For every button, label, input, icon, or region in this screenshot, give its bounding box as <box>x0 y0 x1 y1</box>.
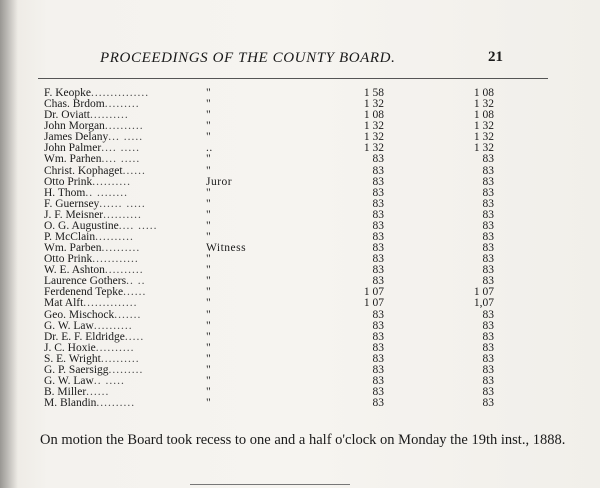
row-name <box>44 88 186 99</box>
leader-dots: ...... <box>86 387 110 399</box>
row-name <box>44 387 186 398</box>
row-amount-allowed: 83 <box>482 308 494 321</box>
row-amount-allowed: 83 <box>482 197 494 210</box>
leader-dots: .......... <box>95 232 134 244</box>
leader-dots: ....... <box>114 309 142 321</box>
row-name-text: Laurence Gothers <box>44 276 127 288</box>
table-row <box>0 166 600 177</box>
row-name-text: Wm. Parben <box>44 243 102 255</box>
row-role: .. <box>206 142 213 155</box>
row-role: " <box>206 208 212 221</box>
row-name-text: John Morgan <box>44 121 105 133</box>
leader-dots: .. ..... <box>93 376 125 388</box>
leader-dots: .......... <box>101 243 141 255</box>
table-row <box>0 154 600 165</box>
row-amount-claimed: 83 <box>372 208 384 221</box>
row-amount-allowed: 83 <box>482 164 494 177</box>
row-amount-allowed: 83 <box>482 231 494 244</box>
row-name-text: J. F. Meisner <box>44 209 104 221</box>
row-name-text: Christ. Kophaget <box>44 165 123 177</box>
row-name <box>44 143 186 154</box>
row-name-text: S. E. Wright <box>44 353 101 365</box>
table-row <box>0 265 600 276</box>
row-amount-claimed: 83 <box>372 352 384 365</box>
row-role: " <box>206 98 212 111</box>
row-amount-claimed: 1 32 <box>363 142 384 155</box>
row-amount-allowed: 83 <box>482 242 494 255</box>
leader-dots: .......... <box>93 320 133 332</box>
row-amount-claimed: 1 58 <box>363 87 384 99</box>
row-role: " <box>206 308 212 321</box>
row-amount-allowed: 83 <box>482 319 494 332</box>
row-name <box>44 287 186 298</box>
table-row <box>0 287 600 298</box>
recess-note: On motion the Board took recess to one and a half o'clock on Monday the 19th inst., 1888. <box>40 432 566 448</box>
row-name <box>44 343 186 354</box>
table-row <box>0 99 600 110</box>
row-amount-allowed: 1 07 <box>473 286 494 299</box>
leader-dots: ............ <box>92 254 139 266</box>
row-name <box>44 310 186 321</box>
table-row <box>0 177 600 188</box>
table-row <box>0 310 600 321</box>
leader-dots: ......... <box>108 364 144 376</box>
row-amount-claimed: 1 32 <box>363 120 384 133</box>
row-role: " <box>206 253 212 266</box>
row-amount-claimed: 83 <box>372 253 384 266</box>
row-amount-allowed: 83 <box>482 397 494 410</box>
row-name <box>44 188 186 199</box>
row-name <box>44 232 186 243</box>
row-name <box>44 265 186 276</box>
table-row <box>0 132 600 143</box>
row-amount-allowed: 1 32 <box>473 120 494 133</box>
row-amount-claimed: 83 <box>372 363 384 376</box>
row-name-text: F. Keopke <box>44 88 91 99</box>
leader-dots: ...... <box>122 165 146 177</box>
row-role: " <box>206 319 212 332</box>
row-amount-claimed: 83 <box>372 330 384 343</box>
row-role: " <box>206 363 212 376</box>
table-row <box>0 354 600 365</box>
row-amount-allowed: 83 <box>482 275 494 288</box>
leader-dots: .......... <box>104 121 144 133</box>
leader-dots: .......... <box>95 342 135 354</box>
row-role: Juror <box>206 175 233 188</box>
table-row <box>0 143 600 154</box>
table-row <box>0 387 600 398</box>
row-name-text: Dr. Oviatt <box>44 110 90 122</box>
row-amount-claimed: 1 32 <box>363 98 384 111</box>
row-name <box>44 199 186 210</box>
row-name-text: Mat Alft <box>44 298 84 310</box>
row-amount-claimed: 83 <box>372 308 384 321</box>
row-role: " <box>206 286 212 299</box>
row-amount-allowed: 83 <box>482 186 494 199</box>
row-name <box>44 177 186 188</box>
table-row <box>0 343 600 354</box>
row-role: " <box>206 109 212 122</box>
row-name-text: F. Guernsey <box>44 198 100 210</box>
row-name <box>44 99 186 110</box>
row-name <box>44 298 186 309</box>
row-amount-allowed: 1 08 <box>473 87 494 99</box>
row-role: " <box>206 352 212 365</box>
leader-dots: .............. <box>83 298 138 310</box>
row-amount-allowed: 1 08 <box>473 109 494 122</box>
row-name <box>44 110 186 121</box>
row-name <box>44 376 186 387</box>
row-role: " <box>206 164 212 177</box>
page-header-title: PROCEEDINGS OF THE COUNTY BOARD. <box>100 50 396 66</box>
row-role: " <box>206 264 212 277</box>
row-amount-claimed: 83 <box>372 341 384 354</box>
row-amount-allowed: 83 <box>482 330 494 343</box>
row-amount-claimed: 83 <box>372 231 384 244</box>
row-amount-claimed: 83 <box>372 153 384 166</box>
table-row <box>0 232 600 243</box>
row-name <box>44 221 186 232</box>
payment-list <box>0 88 600 409</box>
leader-dots: .. ........ <box>85 187 128 199</box>
leader-dots: .......... <box>92 176 131 188</box>
row-amount-claimed: 83 <box>372 397 384 410</box>
row-name-text: James Delany <box>44 132 109 144</box>
row-name-text: W. E. Ashton <box>44 265 105 277</box>
row-amount-allowed: 1,07 <box>473 297 494 310</box>
row-amount-claimed: 83 <box>372 275 384 288</box>
row-role: " <box>206 397 212 410</box>
leader-dots: .... ..... <box>118 220 158 232</box>
row-amount-claimed: 83 <box>372 319 384 332</box>
row-amount-claimed: 83 <box>372 375 384 388</box>
row-role: " <box>206 197 212 210</box>
row-name <box>44 398 186 409</box>
row-name-text: Otto Prink <box>44 176 93 188</box>
row-amount-claimed: 83 <box>372 175 384 188</box>
row-amount-allowed: 83 <box>482 208 494 221</box>
row-role: " <box>206 375 212 388</box>
table-row <box>0 199 600 210</box>
row-role: Witness <box>206 242 247 255</box>
row-amount-allowed: 83 <box>482 363 494 376</box>
row-amount-allowed: 83 <box>482 341 494 354</box>
leader-dots: .......... <box>103 209 142 221</box>
row-amount-claimed: 1 32 <box>363 131 384 144</box>
row-name-text: O. G. Augustine <box>44 220 119 232</box>
row-amount-claimed: 1 08 <box>363 109 384 122</box>
table-row <box>0 221 600 232</box>
row-name-text: P. McClain <box>44 232 96 244</box>
row-amount-allowed: 1 32 <box>473 98 494 111</box>
leader-dots: .... ..... <box>101 154 141 166</box>
row-role: " <box>206 231 212 244</box>
row-name-text: G. P. Saersigg <box>44 364 109 376</box>
leader-dots: .... ..... <box>101 143 140 155</box>
row-name-text: Wm. Parhen <box>44 154 102 166</box>
row-name <box>44 332 186 343</box>
table-row <box>0 188 600 199</box>
row-role: " <box>206 330 212 343</box>
row-role: " <box>206 87 212 99</box>
row-name <box>44 276 186 287</box>
row-amount-allowed: 83 <box>482 153 494 166</box>
row-name-text: Chas. Brdom <box>44 99 105 111</box>
row-amount-allowed: 1 32 <box>473 142 494 155</box>
row-name-text: H. Thom <box>44 187 86 199</box>
row-name <box>44 243 186 254</box>
table-row <box>0 398 600 409</box>
row-amount-claimed: 83 <box>372 242 384 255</box>
row-role: " <box>206 153 212 166</box>
row-name-text: Ferdenend Tepke <box>44 287 124 299</box>
leader-dots: ...... ..... <box>99 198 146 210</box>
row-amount-claimed: 1 07 <box>363 297 384 310</box>
row-name-text: G. W. Law <box>44 320 94 332</box>
row-name-text: M. Blandin <box>44 398 97 410</box>
row-amount-claimed: 83 <box>372 186 384 199</box>
row-amount-allowed: 83 <box>482 264 494 277</box>
table-row <box>0 210 600 221</box>
row-role: " <box>206 120 212 133</box>
row-amount-allowed: 83 <box>482 219 494 232</box>
row-name-text: Geo. Mischock <box>44 309 115 321</box>
table-row <box>0 243 600 254</box>
table-row <box>0 332 600 343</box>
table-row <box>0 254 600 265</box>
row-name <box>44 254 186 265</box>
table-row <box>0 376 600 387</box>
row-role: " <box>206 219 212 232</box>
row-name <box>44 154 186 165</box>
row-name-text: G. W. Law <box>44 376 94 388</box>
row-name <box>44 132 186 143</box>
table-row <box>0 321 600 332</box>
table-row <box>0 110 600 121</box>
leader-dots: .......... <box>96 398 136 410</box>
leader-dots: .. .. <box>126 276 146 288</box>
row-name <box>44 210 186 221</box>
leader-dots: ..... <box>124 331 145 343</box>
row-role: " <box>206 275 212 288</box>
row-amount-allowed: 83 <box>482 175 494 188</box>
row-name-text: John Palmer <box>44 143 102 155</box>
row-name-text: J. C. Hoxie <box>44 342 96 354</box>
row-amount-claimed: 1 07 <box>363 286 384 299</box>
table-row <box>0 365 600 376</box>
leader-dots: .......... <box>104 265 144 277</box>
row-amount-claimed: 83 <box>372 264 384 277</box>
row-name <box>44 354 186 365</box>
row-name <box>44 365 186 376</box>
row-amount-claimed: 83 <box>372 197 384 210</box>
row-role: " <box>206 341 212 354</box>
leader-dots: ... ..... <box>108 132 144 144</box>
row-amount-allowed: 83 <box>482 386 494 399</box>
row-role: " <box>206 186 212 199</box>
bottom-rule <box>190 484 350 485</box>
row-role: " <box>206 386 212 399</box>
row-name <box>44 121 186 132</box>
row-amount-allowed: 83 <box>482 352 494 365</box>
page-number: 21 <box>488 49 503 65</box>
row-amount-claimed: 83 <box>372 386 384 399</box>
row-amount-allowed: 83 <box>482 375 494 388</box>
row-name <box>44 166 186 177</box>
leader-dots: .......... <box>100 353 140 365</box>
row-role: " <box>206 131 212 144</box>
table-row <box>0 298 600 309</box>
header-rule <box>38 78 548 79</box>
leader-dots: ...... <box>123 287 147 299</box>
leader-dots: ............... <box>91 88 150 99</box>
row-name-text: Otto Prink <box>44 254 93 266</box>
row-amount-allowed: 1 32 <box>473 131 494 144</box>
leader-dots: ......... <box>104 99 140 111</box>
table-row <box>0 276 600 287</box>
row-amount-claimed: 83 <box>372 164 384 177</box>
table-row <box>0 121 600 132</box>
row-name-text: Dr. E. F. Eldridge <box>44 331 125 343</box>
row-amount-claimed: 83 <box>372 219 384 232</box>
leader-dots: .......... <box>90 110 129 122</box>
row-name <box>44 321 186 332</box>
row-name-text: B. Miller <box>44 387 87 399</box>
row-amount-allowed: 83 <box>482 253 494 266</box>
table-row <box>0 88 600 99</box>
row-role: " <box>206 297 212 310</box>
